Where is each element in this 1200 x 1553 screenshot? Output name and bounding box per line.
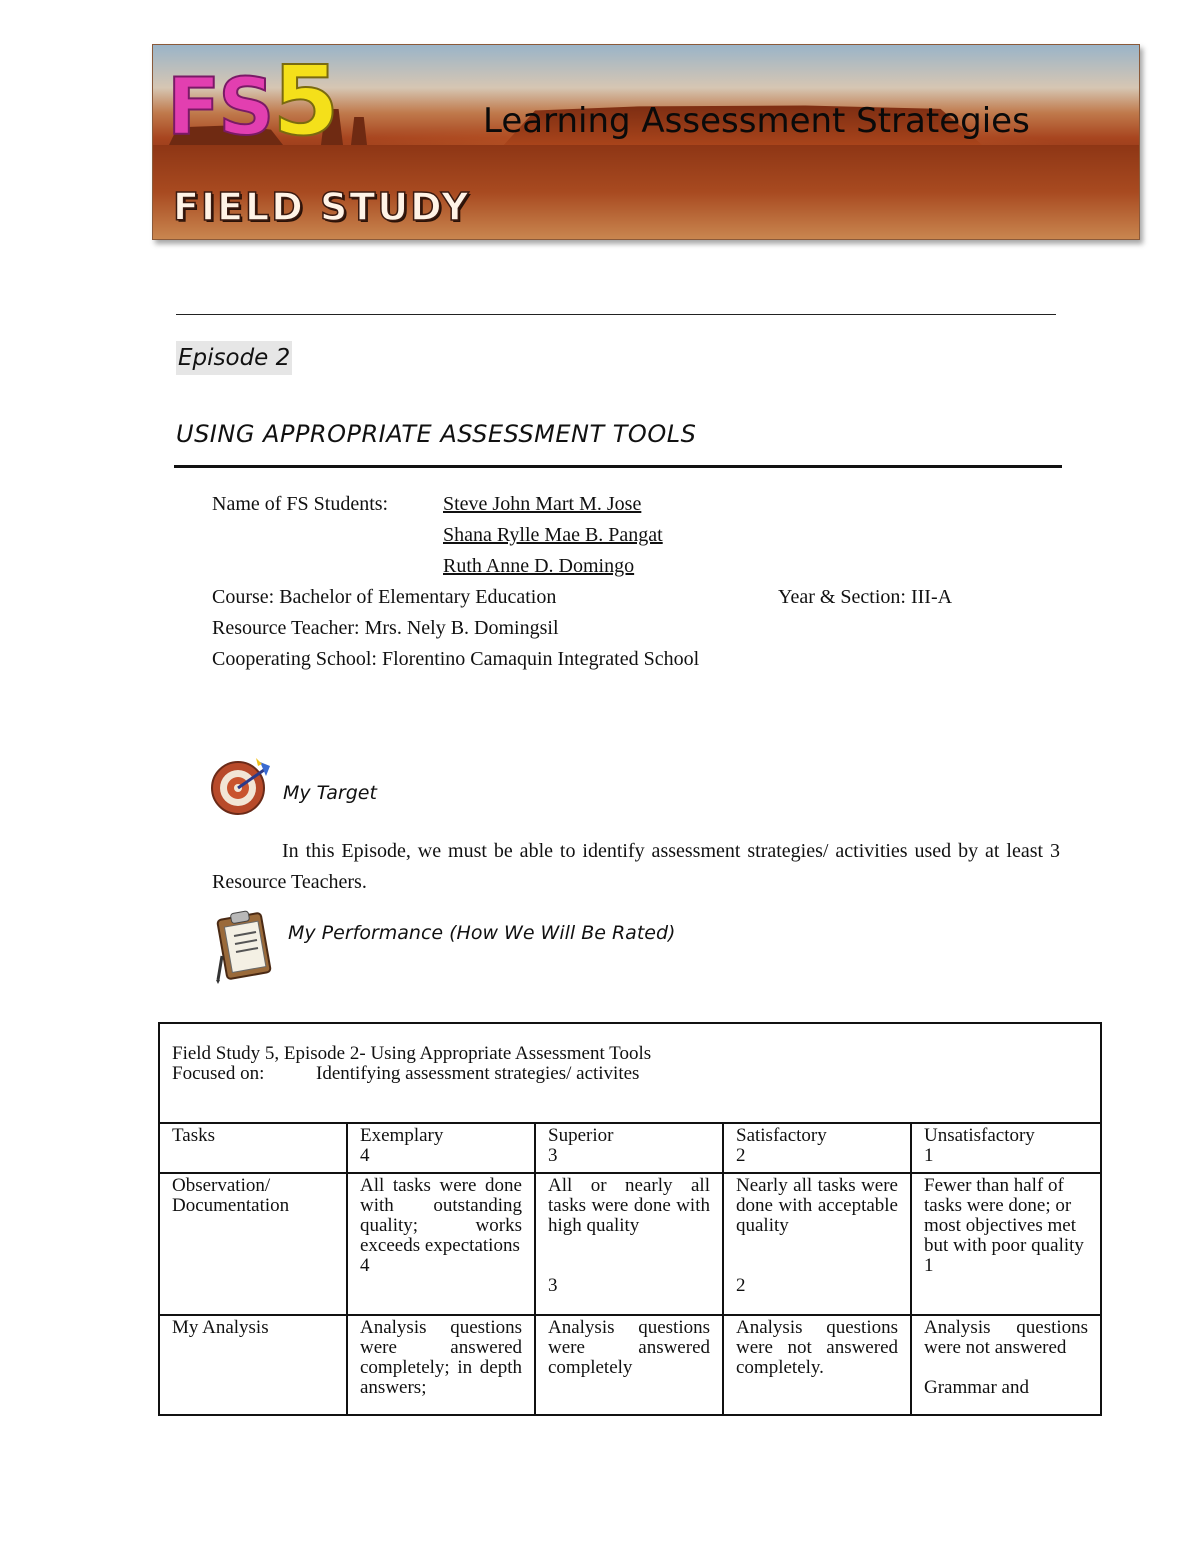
column-header: Unsatisfactory 1 [911, 1123, 1101, 1173]
rubric-cell: Nearly all tasks were done with acceptable quality 2 [723, 1173, 911, 1315]
column-header: Tasks [159, 1123, 347, 1173]
rubric-header-line1: Field Study 5, Episode 2- Using Appropriate Assessment Tools [172, 1043, 652, 1064]
rubric-header-cell [159, 1023, 1101, 1123]
rubric-table [158, 1022, 1102, 1416]
rubric-cell: All tasks were done with outstanding quality; works exceeds expectations 4 [347, 1173, 535, 1315]
year-section: Year & Section: III-A [778, 586, 953, 608]
task-cell: My Analysis [159, 1315, 347, 1415]
table-row [159, 1173, 1101, 1315]
rubric-cell: All or nearly all tasks were done with high quality 3 [535, 1173, 723, 1315]
divider-line [176, 314, 1056, 315]
rubric-focus-value: Identifying assessment strategies/ activites [316, 1063, 640, 1084]
rubric-focus-label: Focused on: [172, 1063, 265, 1084]
column-header: Exemplary 4 [347, 1123, 535, 1173]
rubric-cell: Analysis questions were answered completely [535, 1315, 723, 1415]
logo-number: 5 [272, 45, 338, 157]
title-rule [174, 465, 1062, 468]
target-icon [210, 756, 272, 818]
student-name-2: Shana Rylle Mae B. Pangat [443, 524, 663, 546]
banner-subtitle: FIELD STUDY [173, 185, 471, 229]
rubric-columns-row [159, 1123, 1101, 1173]
fs5-logo [167, 45, 338, 157]
target-paragraph: In this Episode, we must be able to identify assessment strategies/ activities used by at least 3 Resource Teachers. [212, 840, 1060, 893]
my-performance-heading: My Performance (How We Will Be Rated) [288, 922, 676, 944]
page-title: USING APPROPRIATE ASSESSMENT TOOLS [176, 420, 697, 448]
resource-teacher: Resource Teacher: Mrs. Nely B. Domingsil [212, 617, 559, 639]
students-label: Name of FS Students: [212, 493, 389, 515]
rubric-header-row [159, 1023, 1101, 1123]
episode-label: Episode 2 [176, 341, 292, 375]
rubric-cell: Analysis questions were not answered Grammar and [911, 1315, 1101, 1415]
my-target-heading: My Target [283, 782, 377, 804]
header-banner [152, 44, 1140, 240]
rubric-header-line2 [172, 1064, 1088, 1084]
rubric-cell: Fewer than half of tasks were done; or most objectives met but with poor quality 1 [911, 1173, 1101, 1315]
cooperating-school: Cooperating School: Florentino Camaquin Integrated School [212, 648, 700, 670]
clipboard-icon [212, 906, 274, 984]
column-header: Superior 3 [535, 1123, 723, 1173]
course: Course: Bachelor of Elementary Education [212, 586, 557, 608]
rubric-cell: Analysis questions were answered completely; in depth answers; [347, 1315, 535, 1415]
target-text [212, 836, 1060, 898]
banner-title: Learning Assessment Strategies [483, 101, 1030, 141]
student-name-3: Ruth Anne D. Domingo [443, 555, 635, 577]
logo-fs: FS [167, 63, 273, 153]
column-header: Satisfactory 2 [723, 1123, 911, 1173]
rubric-cell: Analysis questions were not answered completely. [723, 1315, 911, 1415]
student-name-1: Steve John Mart M. Jose [443, 493, 642, 515]
task-cell: Observation/ Documentation [159, 1173, 347, 1315]
butte-rock [351, 117, 367, 145]
table-row [159, 1315, 1101, 1415]
